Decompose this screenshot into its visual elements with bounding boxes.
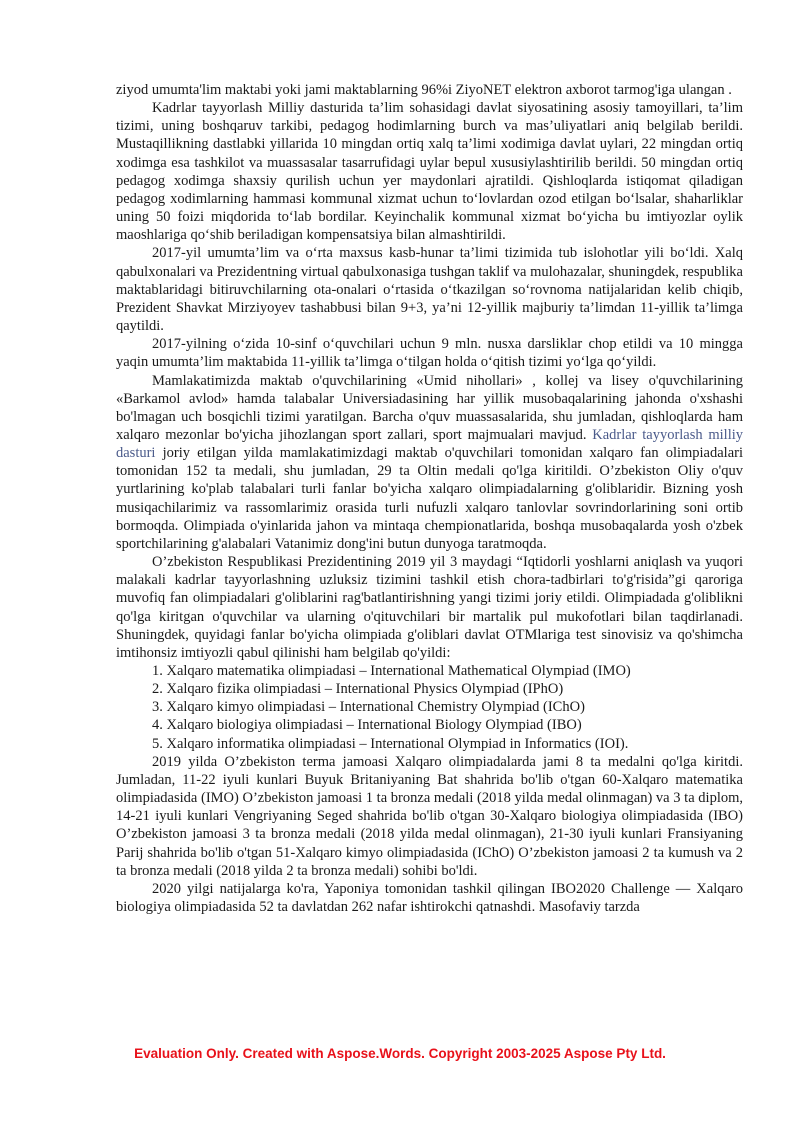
paragraph-presidential-decree: O’zbekiston Respublikasi Prezidentining 2019 yil 3 maydagi “Iqtidorli yoshlarni aniqlash va yuqori malakali kadrlar tayyorlashning uzluksiz tizimini tashkil etish chora-tadbirlari to'g'risida”gi qaroriga muvofiq fan olimpiadalari g'oliblarini rag'batlantirishning yangi tizimi joriy etildi. Olimpiadada g'oliblikni qo'lga kiritgan o'quvchilar va ularning o'qituvchilari bir martalik pul mukofotlari bilan taqdirlanadi. Shuningdek, quyidagi fanlar bo'yicha olimpiada g'oliblari davlat OTMlariga test sinovisiz va qo'shimcha imtihonsiz imtiyozli qabul qilinishi ham belgilab qo'yildi: [116, 554, 743, 661]
paragraph-text: Mamlakatimizda maktab o'quvchilarining «Umid nihollari» , kollej va lisey o'quvchilarining «Barkamol avlod» hamda talabalar Universiadasining har yillik musobaqalarining jahonda o'xshashi bo'lmagan uch bosqichli tizimi yaratilgan. Barcha o'quv muassasalarida, shu jumladan, qishloqlarda ham xalqaro mezonlar bo'yicha jihozlangan sport zallari, sport majmualari mavjud. [116, 372, 743, 443]
document-page [116, 81, 743, 916]
paragraph-2017-textbooks: 2017-yilning o‘zida 10-sinf o‘quvchilari uchun 9 mln. nusxa darsliklar chop etildi va 10 mingga yaqin umumta’lim maktabida 11-yillik ta’limga o‘tilgan holda o‘qitish tizimi yo‘lga qo‘yildi. [116, 336, 743, 371]
paragraph-national-program: Kadrlar tayyorlash Milliy dasturida ta’lim sohasidagi davlat siyosatining asosiy tamoyillari, ta’lim tizimi, uning boshqaruv tarkibi, pedagog hodimlarning burch va mas’uliyatlari aniq belgilab berildi. Mustaqillikning dastlabki yillarida 10 mingdan ortiq xalq ta’limi xodimiga davlat uylari, 22 mingdan ortiq xodimga esa tashkilot va muassasalar tasarrufidagi uylar bepul xususiylashtirilib berildi. 50 mingdan ortiq pedagog xodimga shaxsiy qurilish uchun yer maydonlari ajratildi. Qishloqlarda istiqomat qiladigan pedagog xodimlarning hammasi kommunal xizmat uchun to‘lovlardan ozod etilgan bo‘lsalar, shaharliklar uning 50 foizi miqdorida to‘lab bordilar. Keyinchalik kommunal xizmat bo‘yicha bu imtiyozlar oylik maoshlariga qo‘shib beriladigan kompensatsiya bilan almashtirildi. [116, 100, 743, 244]
list-item: 4. Xalqaro biologiya olimpiadasi – International Biology Olympiad (IBO) [152, 717, 582, 734]
national-program-link[interactable]: Kadrlar tayyorlash milliy dasturi [116, 426, 744, 462]
list-item: 1. Xalqaro matematika olimpiadasi – International Mathematical Olympiad (IMO) [152, 663, 631, 679]
list-item: 3. Xalqaro kimyo olimpiadasi – International Chemistry Olympiad (IChO) [152, 699, 585, 716]
list-item: 5. Xalqaro informatika olimpiadasi – International Olympiad in Informatics (IOI). [152, 735, 629, 752]
paragraph-continuation: ziyod umumta'lim maktabi yoki jami maktablarning 96%i ZiyoNET elektron axborot tarmog'iga ulangan . [116, 82, 732, 98]
olympiad-list [116, 662, 743, 753]
paragraph-2020-results: 2020 yilgi natijalarga ko'ra, Yaponiya tomonidan tashkil qilingan IBO2020 Challenge — Xalqaro biologiya olimpiadasida 52 ta davlatdan 262 nafar ishtirokchi qatnashdi. Masofaviy tarzda [116, 880, 743, 916]
evaluation-watermark: Evaluation Only. Created with Aspose.Words. Copyright 2003-2025 Aspose Pty Ltd. [134, 1046, 666, 1061]
paragraph-2019-results: 2019 yilda O’zbekiston terma jamoasi Xalqaro olimpiadalarda jami 8 ta medalni qo'lga kiritdi. Jumladan, 11-22 iyuli kunlari Buyuk Britaniyaning Bat shahrida bo'lib o'tgan 60-Xalqaro matematika olimpiadasida (IMO) O’zbekiston jamoasi 1 ta bronza medali (2018 yilda medal olinmagan) va 3 ta diplom, 14-21 iyuli kunlari Vengriyaning Seged shahrida bo'lib o'tgan 30-Xalqaro biologiya olimpiadasida (IBO) O’zbekiston jamoasi 3 ta bronza medali (2018 yilda medal olinmagan), 21-30 iyuli kunlari Fransiyaning Parij shahrida bo'lib o'tgan 51-Xalqaro kimyo olimpiadasida (IChO) O’zbekiston jamoasi 2 ta kumush va 2 ta bronza medali (2018 yilda 2 ta bronza medali) sohibi bo'ldi. [116, 753, 743, 879]
paragraph-text: joriy etilgan yilda mamlakatimizdagi maktab o'quvchilari tomonidan xalqaro fan olimpiadalari tomonidan 152 ta medali, shu jumladan, 29 ta Oltin medali qo'lga kiritildi. O’zbekiston Oliy o'quv yurtlarining ko'plab talabalari turli fanlar bo'yicha xalqaro olimpiadalarning g'oliblaridir. Bizning yosh musiqachilarimiz va rassomlarimiz orasida turli nufuzli xalqaro tanlovlar sovrindorlarining soni ortib bormoqda. Olimpiada o'yinlarida jahon va mintaqa chempionatlarida, boshqa musobaqalarda yosh o'zbek sportchilarining g'alabalari Vatanimiz dong'ini butun dunyoga taratmoqda. [116, 445, 743, 552]
paragraph-sport-olympiads [116, 372, 743, 554]
paragraph-2017-reforms: 2017-yil umumta’lim va o‘rta maxsus kasb-hunar ta’limi tizimida tub islohotlar yili bo‘ldi. Xalq qabulxonalari va Prezidentning virtual qabulxonasiga tushgan taklif va mulohazalar, shuningdek, respublika maktablaridagi bitiruvchilarning ota-onalari o‘rtasida o‘tkazilgan so‘rovnoma natijalaridan kelib chiqib, Prezident Shavkat Mirziyoyev tashabbusi bilan 9+3, ya’ni 12-yillik majburiy ta’limdan 11-yillik ta’limga qaytildi. [116, 245, 743, 335]
list-item: 2. Xalqaro fizika olimpiadasi – International Physics Olympiad (IPhO) [152, 681, 564, 698]
